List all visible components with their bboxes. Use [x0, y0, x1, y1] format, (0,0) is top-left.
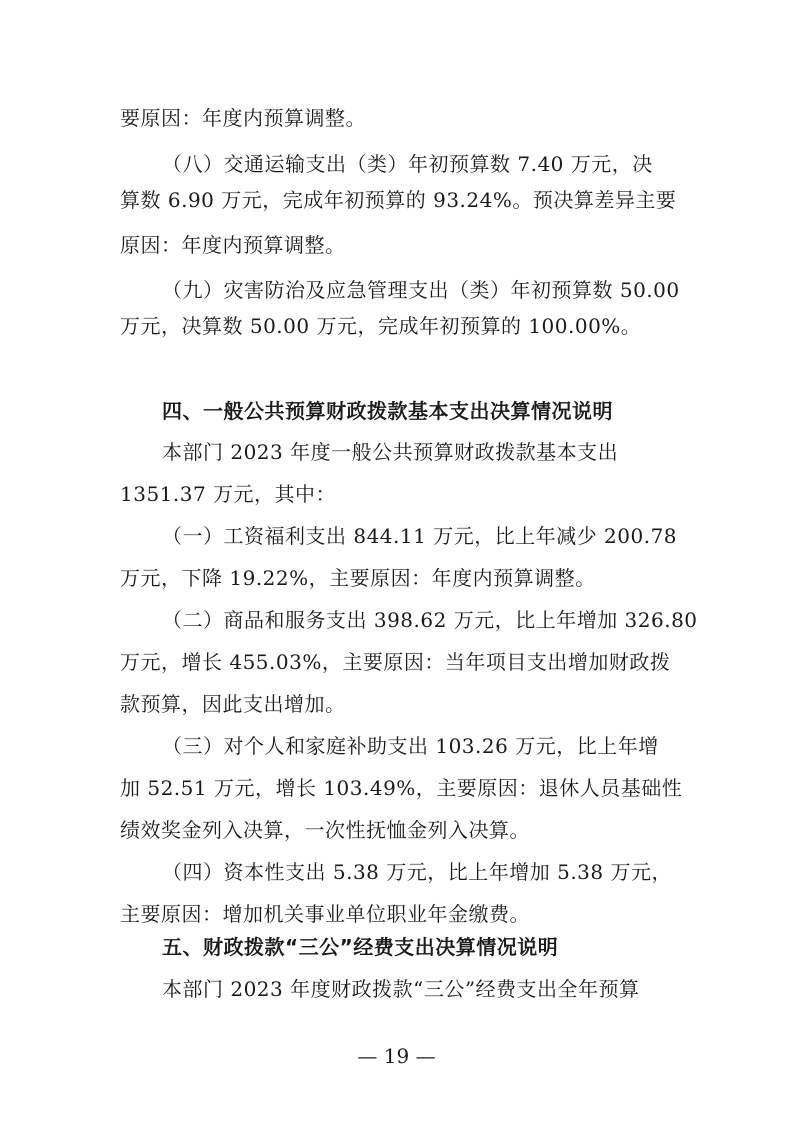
- paragraph-line: 绩效奖金列入决算，一次性抚恤金列入决算。: [120, 818, 530, 842]
- paragraph-line: （四）资本性支出 5.38 万元，比上年增加 5.38 万元，: [162, 860, 672, 884]
- paragraph-line: 万元，决算数 50.00 万元，完成年初预算的 100.00%。: [120, 314, 642, 338]
- paragraph-line: 本部门 2023 年度财政拨款“三公”经费支出全年预算: [162, 977, 640, 1001]
- paragraph-line: 本部门 2023 年度一般公共预算财政拨款基本支出: [162, 440, 619, 464]
- paragraph-line: （九）灾害防治及应急管理支出（类）年初预算数 50.00: [162, 278, 680, 302]
- paragraph-line: 万元，下降 19.22%，主要原因：年度内预算调整。: [120, 566, 596, 590]
- paragraph-line: 万元，增长 455.03%，主要原因：当年项目支出增加财政拨: [120, 650, 671, 674]
- page-number: — 19 —: [357, 1044, 436, 1068]
- paragraph-line: （三）对个人和家庭补助支出 103.26 万元，比上年增: [162, 734, 659, 758]
- paragraph-line: （二）商品和服务支出 398.62 万元，比上年增加 326.80: [162, 608, 698, 632]
- paragraph-line: 要原因：年度内预算调整。: [120, 106, 366, 130]
- paragraph-line: 1351.37 万元，其中：: [120, 482, 337, 506]
- paragraph-line: 算数 6.90 万元，完成年初预算的 93.24%。预决算差异主要: [120, 188, 677, 212]
- paragraph-line: 加 52.51 万元，增长 103.49%，主要原因：退休人员基础性: [120, 776, 683, 800]
- paragraph-line: 原因：年度内预算调整。: [120, 233, 346, 257]
- section-heading: 五、财政拨款“三公”经费支出决算情况说明: [162, 935, 559, 959]
- paragraph-line: （八）交通运输支出（类）年初预算数 7.40 万元，决: [162, 152, 653, 176]
- section-heading: 四、一般公共预算财政拨款基本支出决算情况说明: [162, 399, 613, 423]
- paragraph-line: （一）工资福利支出 844.11 万元，比上年减少 200.78: [162, 524, 678, 548]
- paragraph-line: 款预算，因此支出增加。: [120, 692, 346, 716]
- paragraph-line: 主要原因：增加机关事业单位职业年金缴费。: [120, 902, 530, 926]
